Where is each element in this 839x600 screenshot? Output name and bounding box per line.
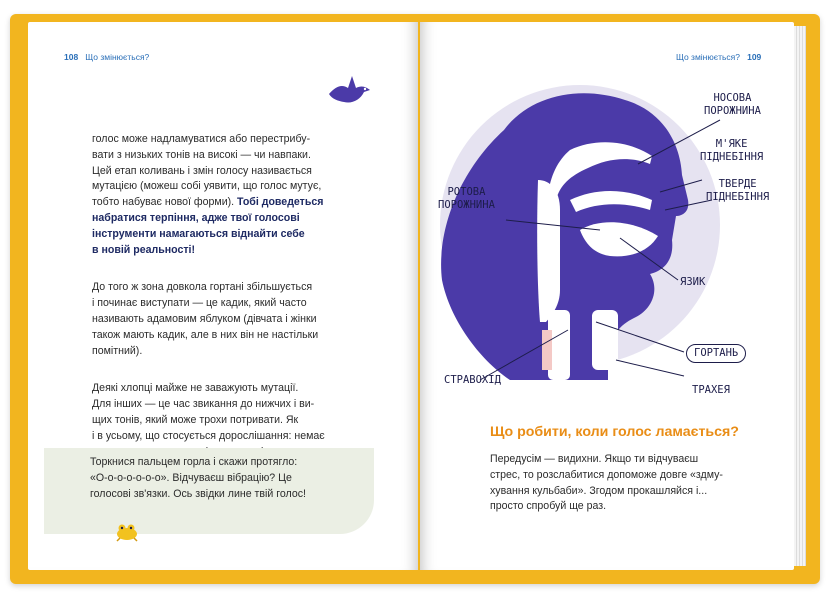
p1-line-4: мутацією (можеш собі уявити, що голос мутує, (92, 180, 322, 193)
oral-line-2: ПОРОЖНИНА (438, 199, 495, 211)
pharynx (537, 180, 560, 322)
soft-palate-line-1: М'ЯКЕ (715, 138, 748, 150)
p2-line-5: помітний). (92, 344, 143, 357)
callout-text (90, 455, 350, 502)
left-body (92, 132, 354, 482)
section-heading: Що робити, коли голос ламається? (490, 424, 739, 440)
p3-line-1: Деякі хлопці майже не заважують мутації. (92, 382, 299, 395)
label-larynx: ГОРТАНЬ (686, 344, 746, 363)
soft-palate-line-2: ПІДНЕБІННЯ (700, 151, 764, 163)
hard-palate-line-1: ТВЕРДЕ (718, 178, 757, 190)
p3-line-2: Для інших — це час звикання до нижчих і ви- (92, 398, 315, 411)
right-running-title: Що змінюється? (676, 52, 740, 62)
bird-icon (326, 74, 374, 108)
p2-line-4: також мають кадик, але в них він не настільки (92, 328, 319, 341)
label-hard-palate (706, 178, 769, 204)
answer-text (490, 452, 770, 515)
p1-bold-1: Тобі доведеться (237, 196, 324, 209)
answer-line-3: хування кульбаби». Згодом прокашляйся і... (490, 484, 708, 497)
trachea-shape (592, 310, 618, 370)
callout-line-3: голосові зв'язки. Ось звідки лине твій голос! (90, 487, 306, 500)
p1-bold-4: в новій реальності! (92, 243, 196, 256)
paragraph-1 (92, 132, 354, 258)
p3-line-4: і в усьому, що стосується дорослішання: немає (92, 429, 325, 442)
p1-bold-3: інструменти намагаються віднайти себе (92, 227, 305, 240)
left-running-title: Що змінюється? (85, 52, 150, 62)
nasal-line-1: НОСОВА (713, 92, 752, 104)
hard-palate-line-2: ПІДНЕБІННЯ (706, 191, 770, 203)
callout-line-1: Торкнися пальцем горла і скажи протягло: (90, 456, 298, 468)
p1-line-2: вати з низьких тонів на високі — чи навпаки. (92, 148, 311, 161)
label-trachea: ТРАХЕЯ (692, 384, 730, 396)
page-edges (794, 26, 806, 566)
p2-line-3: називають адамовим яблуком (дівчата і жінки (92, 312, 317, 325)
p1-bold-2: набратися терпіння, адже твої голосові (92, 211, 300, 224)
right-page-number: 109 (747, 52, 762, 62)
p1-line-5: тобто набуває нової форми). (92, 196, 238, 209)
p1-line-3: Цей етап коливань і змін голосу називається (92, 164, 312, 177)
p2-line-1: До того ж зона довкола гортані збільшується (92, 281, 313, 294)
p2-line-2: і починає виступати — це кадик, який часто (92, 297, 307, 310)
left-running-header (64, 52, 149, 62)
label-tongue: ЯЗИК (680, 276, 706, 288)
answer-line-4: просто спробуй ще раз. (490, 500, 607, 513)
answer-line-1: Передусім — видихни. Якщо ти відчуваєш (490, 453, 699, 465)
label-soft-palate (700, 138, 763, 164)
p3-line-3: щих тонів, який може трохи потривати. Як (92, 413, 299, 426)
frog-icon (114, 522, 140, 542)
nasal-line-2: ПОРОЖНИНА (704, 105, 761, 117)
callout-line-2: «О-о-о-о-о-о-о». Відчуваєш вібрацію? Це (90, 471, 292, 484)
left-page-number: 108 (64, 52, 79, 62)
paragraph-2 (92, 280, 354, 359)
p1-line-1: голос може надламуватися або перестрибу- (92, 133, 311, 145)
label-nasal-cavity (704, 92, 761, 118)
label-esophagus: СТРАВОХІД (444, 374, 501, 386)
label-oral-cavity (438, 186, 495, 212)
oral-line-1: РОТОВА (447, 186, 486, 198)
answer-line-2: стрес, то розслабитися допоможе довге «здму- (490, 468, 723, 481)
